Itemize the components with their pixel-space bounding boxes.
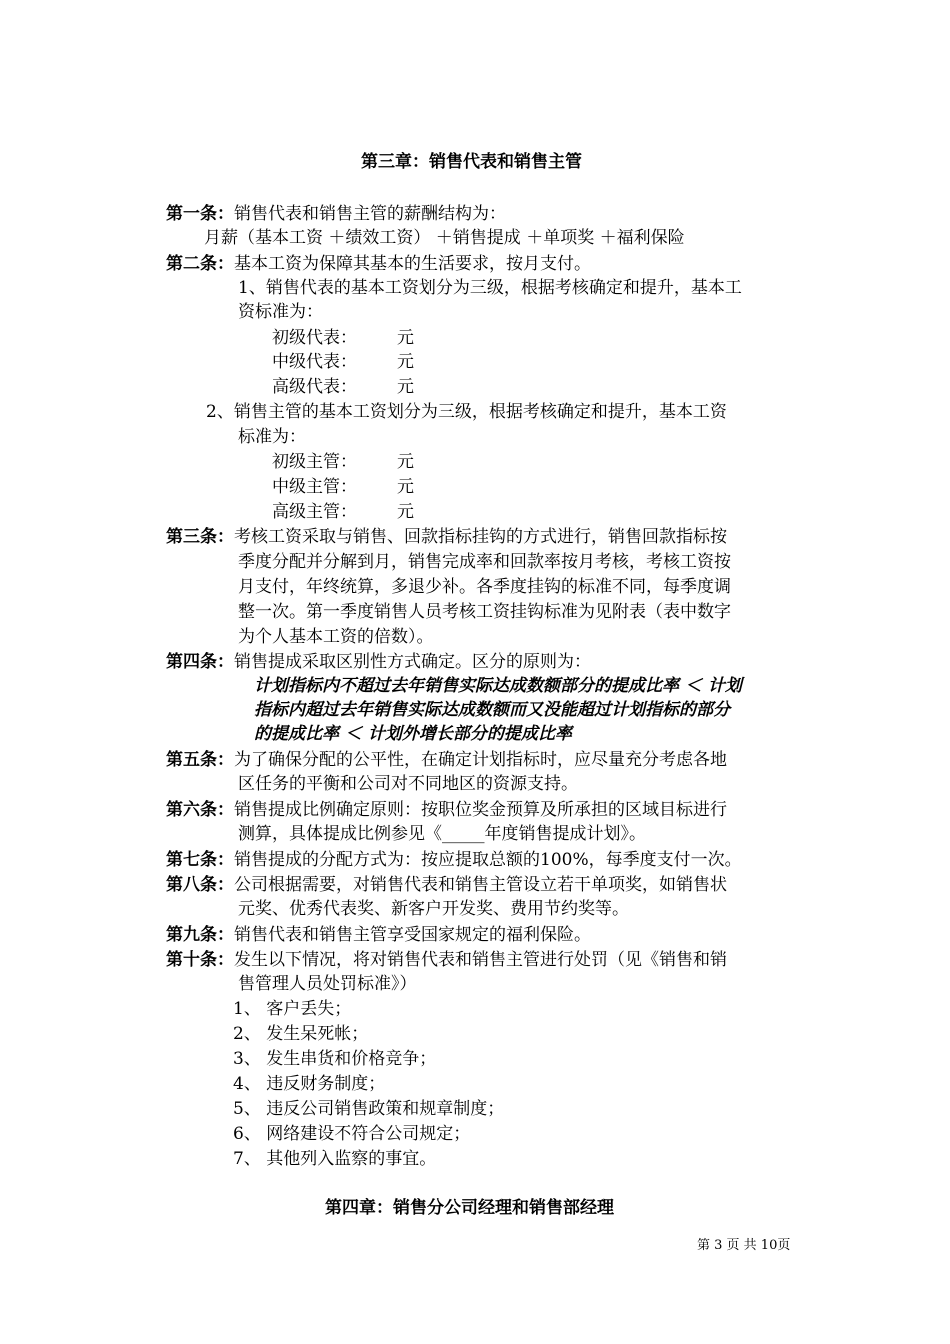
- penalty-item: 4、 违反财务制度；: [233, 1074, 386, 1094]
- article-8-label: 第八条：: [166, 875, 234, 895]
- page-footer: 第 3 页 共 10页: [697, 1238, 791, 1253]
- article-3: [166, 525, 727, 549]
- level-unit: 元: [397, 452, 414, 472]
- article-2-text: 基本工资为保障其基本的生活要求，按月支付。: [234, 254, 591, 274]
- article-5-line-1: 为了确保分配的公平性，在确定计划指标时，应尽量充分考虑各地: [234, 750, 727, 770]
- article-6: [166, 798, 727, 822]
- article-4: [166, 650, 591, 674]
- article-3-line-1: 考核工资采取与销售、回款指标挂钩的方式进行，销售回款指标按: [234, 527, 727, 547]
- article-9-text: 销售代表和销售主管享受国家规定的福利保险。: [234, 925, 591, 945]
- article-3-line-4: 整一次。第一季度销售人员考核工资挂钩标准为见附表（表中数字: [238, 602, 731, 622]
- level-name: 高级代表：: [272, 377, 357, 397]
- article-3-line-3: 月支付，年终统算，多退少补。各季度挂钩的标准不同，每季度调: [238, 577, 731, 597]
- article-7-label: 第七条：: [166, 850, 234, 870]
- article-2-p2-line-1: 2、销售主管的基本工资划分为三级，根据考核确定和提升，基本工资: [206, 402, 727, 422]
- penalty-item: 6、 网络建设不符合公司规定；: [233, 1124, 471, 1144]
- article-2: [166, 252, 591, 276]
- chapter-3-title: 第三章：销售代表和销售主管: [361, 152, 582, 172]
- rep-level-middle: [272, 350, 414, 374]
- level-name: 初级主管：: [272, 452, 357, 472]
- level-name: 中级主管：: [272, 477, 357, 497]
- article-1-text: 销售代表和销售主管的薪酬结构为：: [234, 204, 506, 224]
- article-5-label: 第五条：: [166, 750, 234, 770]
- level-unit: 元: [397, 377, 414, 397]
- article-6-line-2: 测算，具体提成比例参见《_____年度销售提成计划》。: [238, 824, 646, 844]
- article-7-text: 销售提成的分配方式为：按应提取总额的100%，每季度支付一次。: [234, 850, 742, 870]
- level-name: 中级代表：: [272, 352, 357, 372]
- article-10-line-1: 发生以下情况，将对销售代表和销售主管进行处罚（见《销售和销: [234, 950, 727, 970]
- article-6-label: 第六条：: [166, 800, 234, 820]
- level-unit: 元: [397, 328, 414, 348]
- article-10-line-2: 售管理人员处罚标准》）: [238, 974, 417, 994]
- article-5: [166, 748, 727, 772]
- sup-level-senior: [272, 500, 414, 524]
- rep-level-junior: [272, 326, 414, 350]
- article-9-label: 第九条：: [166, 925, 234, 945]
- level-unit: 元: [397, 352, 414, 372]
- article-8: [166, 873, 727, 897]
- level-name: 初级代表：: [272, 328, 357, 348]
- article-2-label: 第二条：: [166, 254, 234, 274]
- article-1: [166, 202, 506, 226]
- salary-formula: 月薪（基本工资 ＋绩效工资） ＋销售提成 ＋单项奖 ＋福利保险: [204, 228, 685, 248]
- level-unit: 元: [397, 502, 414, 522]
- article-2-p1-line-2: 资标准为：: [238, 302, 323, 322]
- article-7: [166, 848, 742, 872]
- article-3-line-2: 季度分配并分解到月，销售完成率和回款率按月考核，考核工资按: [238, 552, 731, 572]
- article-5-line-2: 区任务的平衡和公司对不同地区的资源支持。: [238, 774, 578, 794]
- article-6-line-1: 销售提成比例确定原则：按职位奖金预算及所承担的区域目标进行: [234, 800, 727, 820]
- article-4-text: 销售提成采取区别性方式确定。区分的原则为：: [234, 652, 591, 672]
- article-1-label: 第一条：: [166, 204, 234, 224]
- article-10: [166, 948, 727, 972]
- article-4-label: 第四条：: [166, 652, 234, 672]
- commission-rule-line-1: 计划指标内不超过去年销售实际达成数额部分的提成比率 ＜ 计划: [254, 676, 742, 696]
- penalty-item: 1、 客户丢失；: [233, 999, 352, 1019]
- article-3-label: 第三条：: [166, 527, 234, 547]
- penalty-item: 7、 其他列入监察的事宜。: [233, 1149, 437, 1169]
- article-3-line-5: 为个人基本工资的倍数）。: [238, 627, 434, 647]
- commission-rule-line-3: 的提成比率 ＜ 计划外增长部分的提成比率: [254, 724, 572, 744]
- penalty-item: 3、 发生串货和价格竞争；: [233, 1049, 437, 1069]
- commission-rule-line-2: 指标内超过去年销售实际达成数额而又没能超过计划指标的部分: [254, 700, 730, 720]
- rep-level-senior: [272, 375, 414, 399]
- sup-level-middle: [272, 475, 414, 499]
- article-2-p1-line-1: 1、销售代表的基本工资划分为三级，根据考核确定和提升，基本工: [238, 278, 742, 298]
- level-name: 高级主管：: [272, 502, 357, 522]
- article-8-line-2: 元奖、优秀代表奖、新客户开发奖、费用节约奖等。: [238, 899, 629, 919]
- article-9: [166, 923, 591, 947]
- penalty-item: 5、 违反公司销售政策和规章制度；: [233, 1099, 505, 1119]
- level-unit: 元: [397, 477, 414, 497]
- penalty-item: 2、 发生呆死帐；: [233, 1024, 369, 1044]
- sup-level-junior: [272, 450, 414, 474]
- article-10-label: 第十条：: [166, 950, 234, 970]
- chapter-4-title: 第四章：销售分公司经理和销售部经理: [325, 1198, 614, 1218]
- article-2-p2-line-2: 标准为：: [238, 427, 306, 447]
- article-8-line-1: 公司根据需要，对销售代表和销售主管设立若干单项奖，如销售状: [234, 875, 727, 895]
